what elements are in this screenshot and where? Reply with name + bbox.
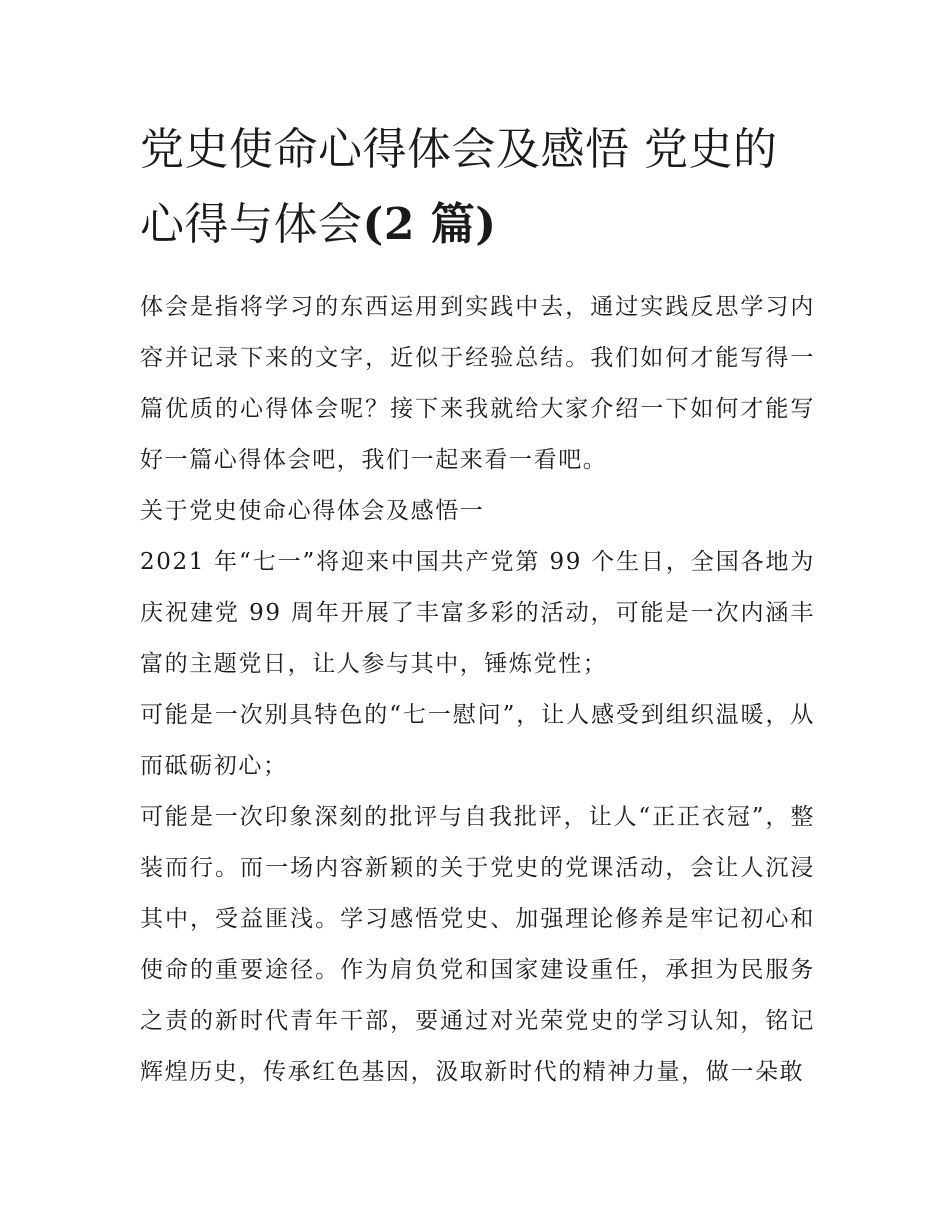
title-main: 党史使命心得体会及感悟 党史的心得与体会	[140, 124, 778, 250]
paragraph: 2021 年“七一”将迎来中国共产党第 99 个生日，全国各地为庆祝建党 99 周年开展了丰富多彩的活动，可能是一次内涵丰富的主题党日，让人参与其中，锤炼党性；	[140, 549, 815, 677]
section-heading: 关于党史使命心得体会及感悟一	[140, 498, 485, 524]
document-page	[140, 112, 815, 1098]
paragraph: 可能是一次别具特色的“七一慰问”，让人感受到组织温暖，从而砥砺初心；	[140, 702, 815, 779]
document-title	[140, 112, 815, 262]
document-body	[140, 282, 815, 1098]
paragraph-intro: 体会是指将学习的东西运用到实践中去，通过实践反思学习内容并记录下来的文字，近似于经验总结。我们如何才能写得一篇优质的心得体会呢？接下来我就给大家介绍一下如何才能写好一篇心得体会吧，我们一起来看一看吧。	[140, 294, 815, 473]
title-suffix: (2 篇)	[362, 199, 497, 250]
paragraph: 可能是一次印象深刻的批评与自我批评，让人“正正衣冠”，整装而行。而一场内容新颖的关于党史的党课活动，会让人沉浸其中，受益匪浅。学习感悟党史、加强理论修养是牢记初心和使命的重要途径。作为肩负党和国家建设重任，承担为民服务之责的新时代青年干部，要通过对光荣党史的学习认知，铭记辉煌历史，传承红色基因，汲取新时代的精神力量，做一朵敢	[140, 804, 815, 1085]
